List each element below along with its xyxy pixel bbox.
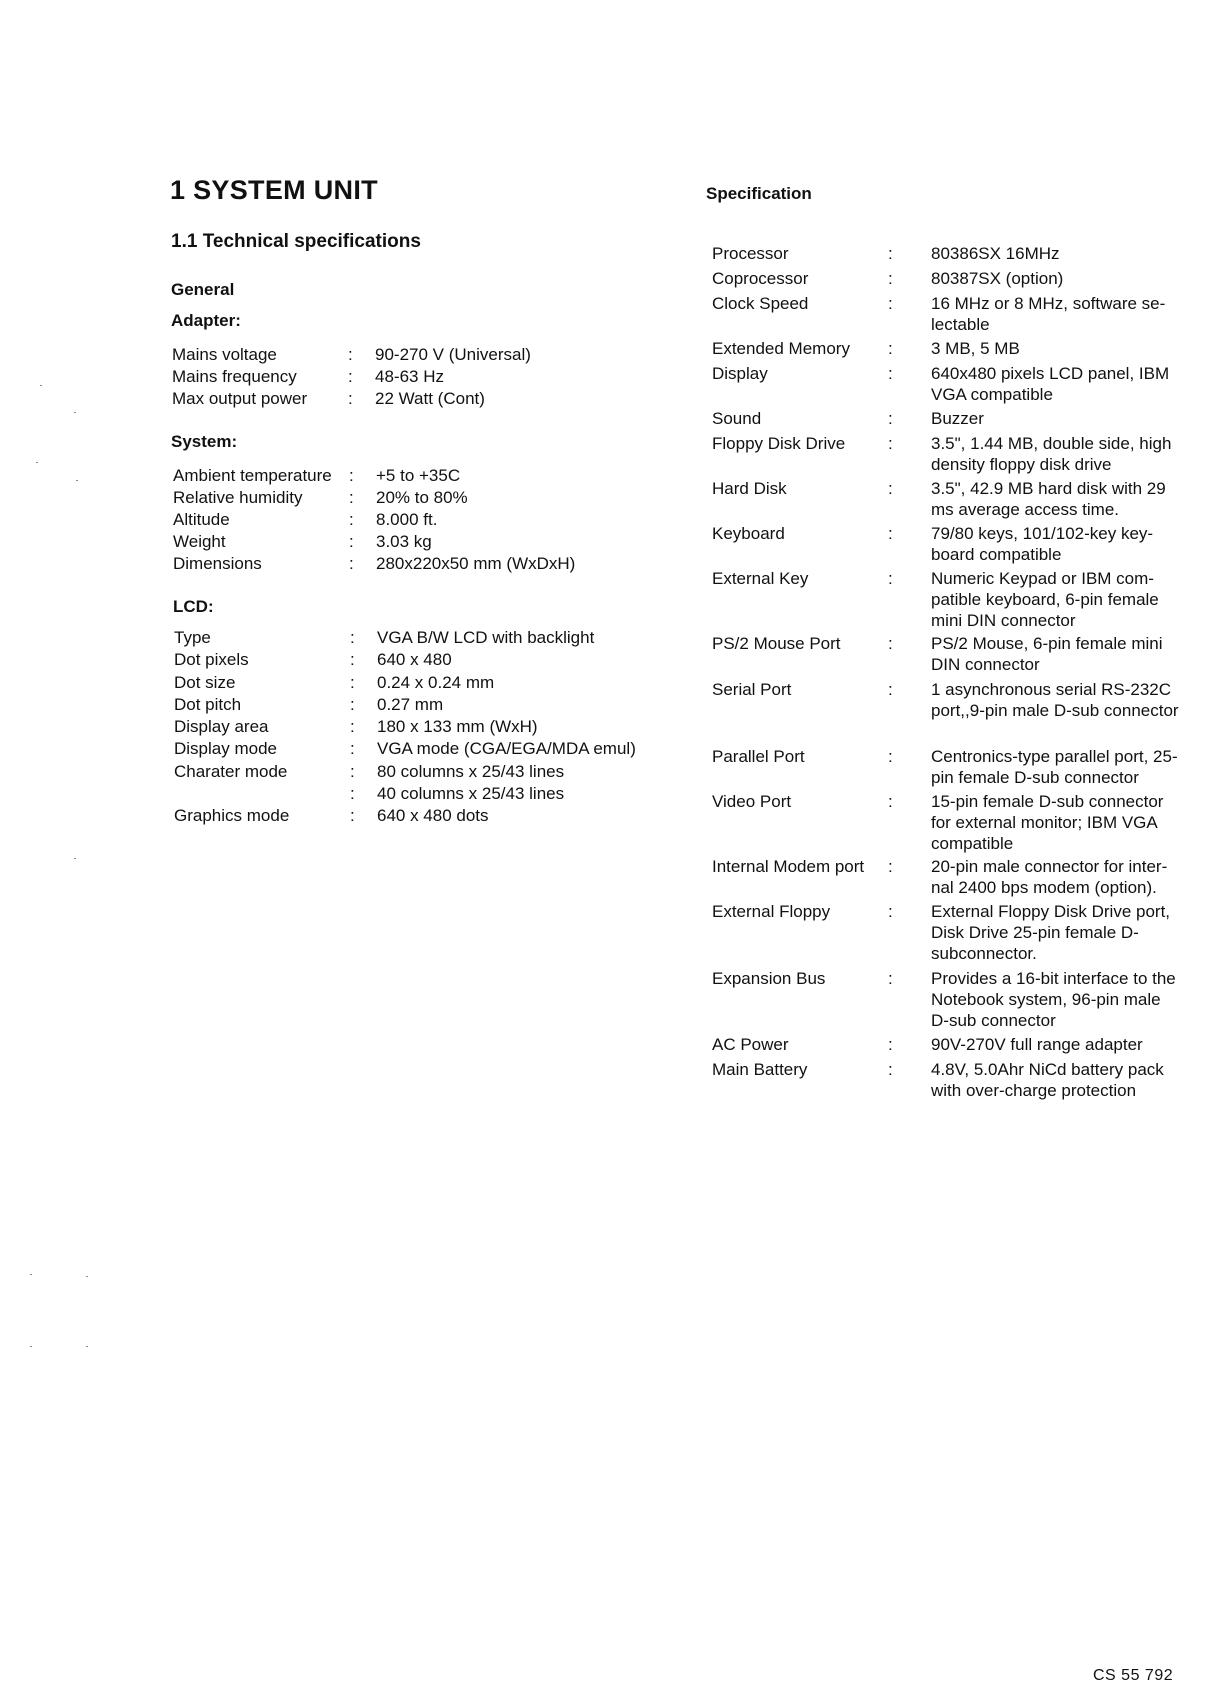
spec-value: 22 Watt (Cont) xyxy=(375,389,485,408)
spec-label: Internal Modem port xyxy=(712,857,865,876)
spec-value: 90V-270V full range adapter xyxy=(931,1035,1143,1054)
spec-value: 0.27 mm xyxy=(377,695,444,714)
spec-separator: : xyxy=(888,479,893,498)
spec-label: Sound xyxy=(712,409,762,428)
spec-separator: : xyxy=(350,784,355,803)
spec-label: Display mode xyxy=(174,739,277,758)
scan-speck xyxy=(86,1346,88,1347)
spec-label: Mains voltage xyxy=(172,345,277,364)
spec-label: Serial Port xyxy=(712,680,792,699)
spec-value: 20-pin male connector for inter-nal 2400 bps modem (option). xyxy=(931,857,1168,897)
spec-value: 80 columns x 25/43 lines xyxy=(377,762,565,781)
spec-label: Processor xyxy=(712,244,789,263)
spec-separator: : xyxy=(350,628,355,647)
specification-heading: Specification xyxy=(706,184,812,203)
spec-value: 640 x 480 dots xyxy=(377,806,489,825)
spec-separator: : xyxy=(348,367,353,386)
spec-label: Max output power xyxy=(172,389,308,408)
lcd-heading: LCD: xyxy=(173,597,214,616)
spec-value: Centronics-type parallel port, 25-pin female D-sub connector xyxy=(931,747,1178,787)
spec-separator: : xyxy=(888,434,893,453)
spec-separator: : xyxy=(888,902,893,921)
spec-label: Video Port xyxy=(712,792,792,811)
scan-speck xyxy=(40,385,42,386)
spec-label: External Key xyxy=(712,569,809,588)
subsection-title: 1.1 Technical specifications xyxy=(171,231,421,252)
scan-speck xyxy=(30,1274,32,1275)
spec-separator: : xyxy=(888,969,893,988)
system-heading: System: xyxy=(171,432,238,451)
spec-label: Coprocessor xyxy=(712,269,809,288)
spec-separator: : xyxy=(888,857,893,876)
spec-label: Keyboard xyxy=(712,524,785,543)
spec-separator: : xyxy=(349,554,354,573)
spec-value: VGA mode (CGA/EGA/MDA emul) xyxy=(377,739,636,758)
spec-label: Charater mode xyxy=(174,762,288,781)
spec-separator: : xyxy=(350,673,355,692)
spec-value: 280x220x50 mm (WxDxH) xyxy=(376,554,576,573)
spec-label: Floppy Disk Drive xyxy=(712,434,846,453)
spec-value: VGA B/W LCD with backlight xyxy=(377,628,595,647)
spec-label: Dot pitch xyxy=(174,695,242,714)
spec-separator: : xyxy=(888,792,893,811)
spec-separator: : xyxy=(888,244,893,263)
document-code: CS 55 792 xyxy=(1093,1667,1174,1684)
spec-separator: : xyxy=(350,762,355,781)
spec-separator: : xyxy=(888,680,893,699)
spec-label: PS/2 Mouse Port xyxy=(712,634,841,653)
scan-speck xyxy=(74,858,76,859)
spec-value: Buzzer xyxy=(931,409,984,428)
spec-value: 3 MB, 5 MB xyxy=(931,339,1020,358)
section-title: 1 SYSTEM UNIT xyxy=(170,175,378,205)
scan-speck xyxy=(74,412,76,413)
spec-value: 79/80 keys, 101/102-key key-board compatible xyxy=(931,524,1154,564)
spec-value: 8.000 ft. xyxy=(376,510,438,529)
spec-label: AC Power xyxy=(712,1035,789,1054)
spec-label: Dot size xyxy=(174,673,236,692)
spec-separator: : xyxy=(888,364,893,383)
spec-label: Relative humidity xyxy=(173,488,303,507)
spec-value: 80387SX (option) xyxy=(931,269,1064,288)
spec-value: 15-pin female D-sub connector for external monitor; IBM VGA compatible xyxy=(931,792,1164,853)
spec-label: Mains frequency xyxy=(172,367,297,386)
adapter-heading: Adapter: xyxy=(171,311,241,330)
spec-separator: : xyxy=(349,532,354,551)
spec-value: 640x480 pixels LCD panel, IBM VGA compatible xyxy=(931,364,1170,404)
spec-separator: : xyxy=(350,806,355,825)
spec-separator: : xyxy=(350,650,355,669)
spec-separator: : xyxy=(888,634,893,653)
general-heading: General xyxy=(171,280,235,299)
spec-label: External Floppy xyxy=(712,902,831,921)
spec-value: 16 MHz or 8 MHz, software se-lectable xyxy=(931,294,1166,334)
spec-separator: : xyxy=(888,1060,893,1079)
spec-value: 4.8V, 5.0Ahr NiCd battery pack with over-charge protection xyxy=(931,1060,1164,1100)
spec-separator: : xyxy=(350,739,355,758)
spec-separator: : xyxy=(349,466,354,485)
spec-label: Altitude xyxy=(173,510,230,529)
spec-label: Ambient temperature xyxy=(173,466,332,485)
spec-separator: : xyxy=(349,510,354,529)
scan-speck xyxy=(30,1346,32,1347)
spec-separator: : xyxy=(888,1035,893,1054)
spec-separator: : xyxy=(350,695,355,714)
spec-separator: : xyxy=(888,339,893,358)
spec-value: 48-63 Hz xyxy=(375,367,444,386)
spec-value: 640 x 480 xyxy=(377,650,452,669)
spec-separator: : xyxy=(350,717,355,736)
spec-label: Expansion Bus xyxy=(712,969,826,988)
spec-label: Extended Memory xyxy=(712,339,850,358)
spec-value: Provides a 16-bit interface to the Notebook system, 96-pin male D-sub connector xyxy=(931,969,1176,1030)
spec-separator: : xyxy=(348,389,353,408)
spec-separator: : xyxy=(888,524,893,543)
scan-speck xyxy=(36,462,38,463)
spec-value: 3.5", 42.9 MB hard disk with 29 ms average access time. xyxy=(931,479,1166,519)
spec-label: Main Battery xyxy=(712,1060,808,1079)
spec-value: 3.5", 1.44 MB, double side, high density floppy disk drive xyxy=(931,434,1172,474)
spec-value: +5 to +35C xyxy=(376,466,461,485)
spec-value: 80386SX 16MHz xyxy=(931,244,1060,263)
spec-separator: : xyxy=(888,294,893,313)
spec-value: 20% to 80% xyxy=(376,488,468,507)
spec-value: 1 asynchronous serial RS-232C port,,9-pin male D-sub connector xyxy=(931,680,1179,720)
scan-speck xyxy=(86,1276,88,1277)
spec-label: Display area xyxy=(174,717,269,736)
spec-value: 3.03 kg xyxy=(376,532,432,551)
spec-value: PS/2 Mouse, 6-pin female mini DIN connector xyxy=(931,634,1163,674)
spec-label: Type xyxy=(174,628,211,647)
spec-value: 40 columns x 25/43 lines xyxy=(377,784,565,803)
spec-value: 180 x 133 mm (WxH) xyxy=(377,717,538,736)
spec-label: Graphics mode xyxy=(174,806,290,825)
spec-separator: : xyxy=(348,345,353,364)
spec-value: 90-270 V (Universal) xyxy=(375,345,531,364)
scan-speck xyxy=(76,480,78,481)
spec-separator: : xyxy=(888,269,893,288)
spec-separator: : xyxy=(349,488,354,507)
spec-value: External Floppy Disk Drive port, Disk Drive 25-pin female D-subconnector. xyxy=(931,902,1171,963)
spec-value: Numeric Keypad or IBM com-patible keyboard, 6-pin female mini DIN connector xyxy=(931,569,1159,630)
spec-value: 0.24 x 0.24 mm xyxy=(377,673,495,692)
spec-separator: : xyxy=(888,747,893,766)
spec-separator: : xyxy=(888,409,893,428)
spec-label: Parallel Port xyxy=(712,747,805,766)
spec-label: Hard Disk xyxy=(712,479,787,498)
spec-label: Weight xyxy=(173,532,226,551)
spec-label: Clock Speed xyxy=(712,294,809,313)
spec-label: Display xyxy=(712,364,768,383)
spec-label: Dot pixels xyxy=(174,650,249,669)
spec-label: Dimensions xyxy=(173,554,262,573)
spec-separator: : xyxy=(888,569,893,588)
